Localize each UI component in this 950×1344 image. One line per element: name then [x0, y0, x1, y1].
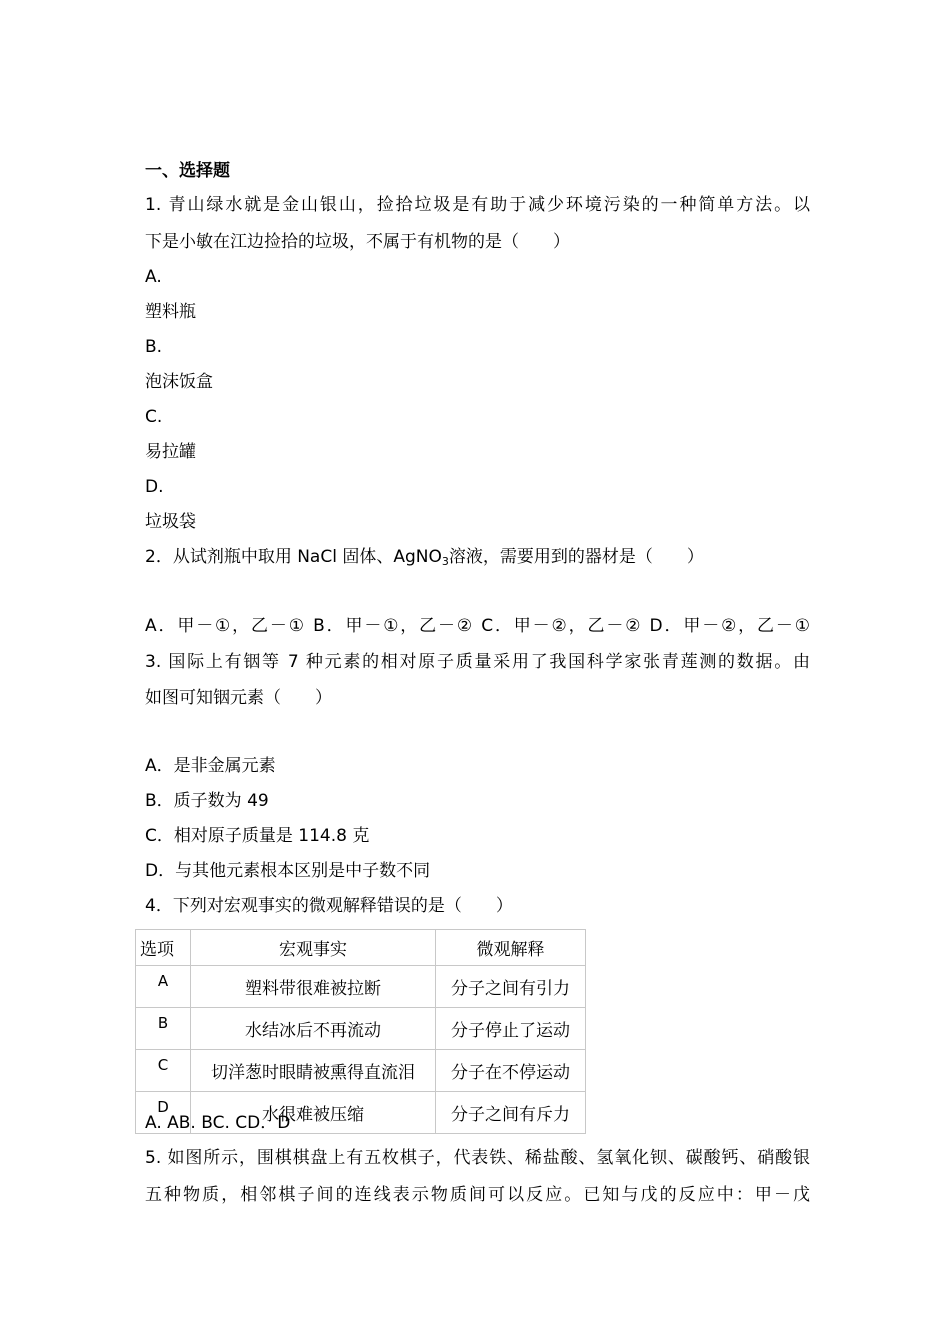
row-micro-explanation: 分子在不停运动	[436, 1050, 586, 1092]
section-title: 一、选择题	[145, 161, 230, 181]
q1-stem-line2: 下是小敏在江边捡拾的垃圾，不属于有机物的是（ ）	[145, 232, 570, 252]
q1-option-a-letter: A.	[145, 267, 162, 287]
row-micro-explanation: 分子停止了运动	[436, 1008, 586, 1050]
q4-stem: 4．下列对宏观事实的微观解释错误的是（ ）	[145, 896, 513, 916]
q4-table	[135, 929, 586, 1134]
q2-stem-part2: 溶液，需要用到的器材是（ ）	[448, 547, 704, 567]
row-macro-fact: 水很难被压缩	[191, 1092, 436, 1134]
q5-stem-line2: 五种物质，相邻棋子间的连线表示物质间可以反应。已知与戊的反应中：甲－戊	[145, 1185, 810, 1205]
table-row	[136, 1008, 586, 1050]
row-macro-fact: 水结冰后不再流动	[191, 1008, 436, 1050]
q3-option-c: C．相对原子质量是 114.8 克	[145, 826, 370, 846]
row-option: D	[136, 1092, 191, 1134]
header-option: 选项	[136, 930, 191, 966]
header-micro-explanation: 微观解释	[436, 930, 586, 966]
q1-option-b-text: 泡沫饭盒	[145, 372, 213, 392]
q2-stem-subscript: 3	[441, 555, 449, 568]
row-macro-fact: 塑料带很难被拉断	[191, 966, 436, 1008]
q3-option-d: D．与其他元素根本区别是中子数不同	[145, 861, 431, 881]
q1-option-d-text: 垃圾袋	[145, 512, 196, 532]
row-micro-explanation: 分子之间有引力	[436, 966, 586, 1008]
q1-stem-line1: 1. 青山绿水就是金山银山，捡拾垃圾是有助于减少环境污染的一种简单方法。以	[145, 195, 810, 215]
q1-option-b-letter: B.	[145, 337, 163, 357]
row-option: B	[136, 1008, 191, 1050]
q4-answer-options: A. AB. BC. CD．D	[145, 1113, 291, 1133]
q3-option-a: A．是非金属元素	[145, 756, 276, 776]
q2-stem	[145, 545, 704, 569]
q1-option-a-text: 塑料瓶	[145, 302, 196, 322]
q1-option-d-letter: D.	[145, 477, 164, 497]
table-header-row	[136, 930, 586, 966]
row-micro-explanation: 分子之间有斥力	[436, 1092, 586, 1134]
q2-stem-part1: 2．从试剂瓶中取用 NaCl 固体、AgNO	[145, 547, 442, 567]
table-row	[136, 966, 586, 1008]
q3-stem-line2: 如图可知铟元素（ ）	[145, 688, 332, 708]
q2-options: A．甲－①，乙－① B．甲－①，乙－② C．甲－②，乙－② D．甲－②，乙－①	[145, 616, 810, 636]
row-option: A	[136, 966, 191, 1008]
row-macro-fact: 切洋葱时眼睛被熏得直流泪	[191, 1050, 436, 1092]
q1-option-c-text: 易拉罐	[145, 442, 196, 462]
q3-stem-line1: 3. 国际上有铟等 7 种元素的相对原子质量采用了我国科学家张青莲测的数据。由	[145, 652, 810, 672]
table-row	[136, 1050, 586, 1092]
q3-option-b: B．质子数为 49	[145, 791, 269, 811]
row-option: C	[136, 1050, 191, 1092]
q1-option-c-letter: C.	[145, 407, 163, 427]
q5-stem-line1: 5. 如图所示，围棋棋盘上有五枚棋子，代表铁、稀盐酸、氢氧化钡、碳酸钙、硝酸银	[145, 1148, 810, 1168]
header-macro-fact: 宏观事实	[191, 930, 436, 966]
